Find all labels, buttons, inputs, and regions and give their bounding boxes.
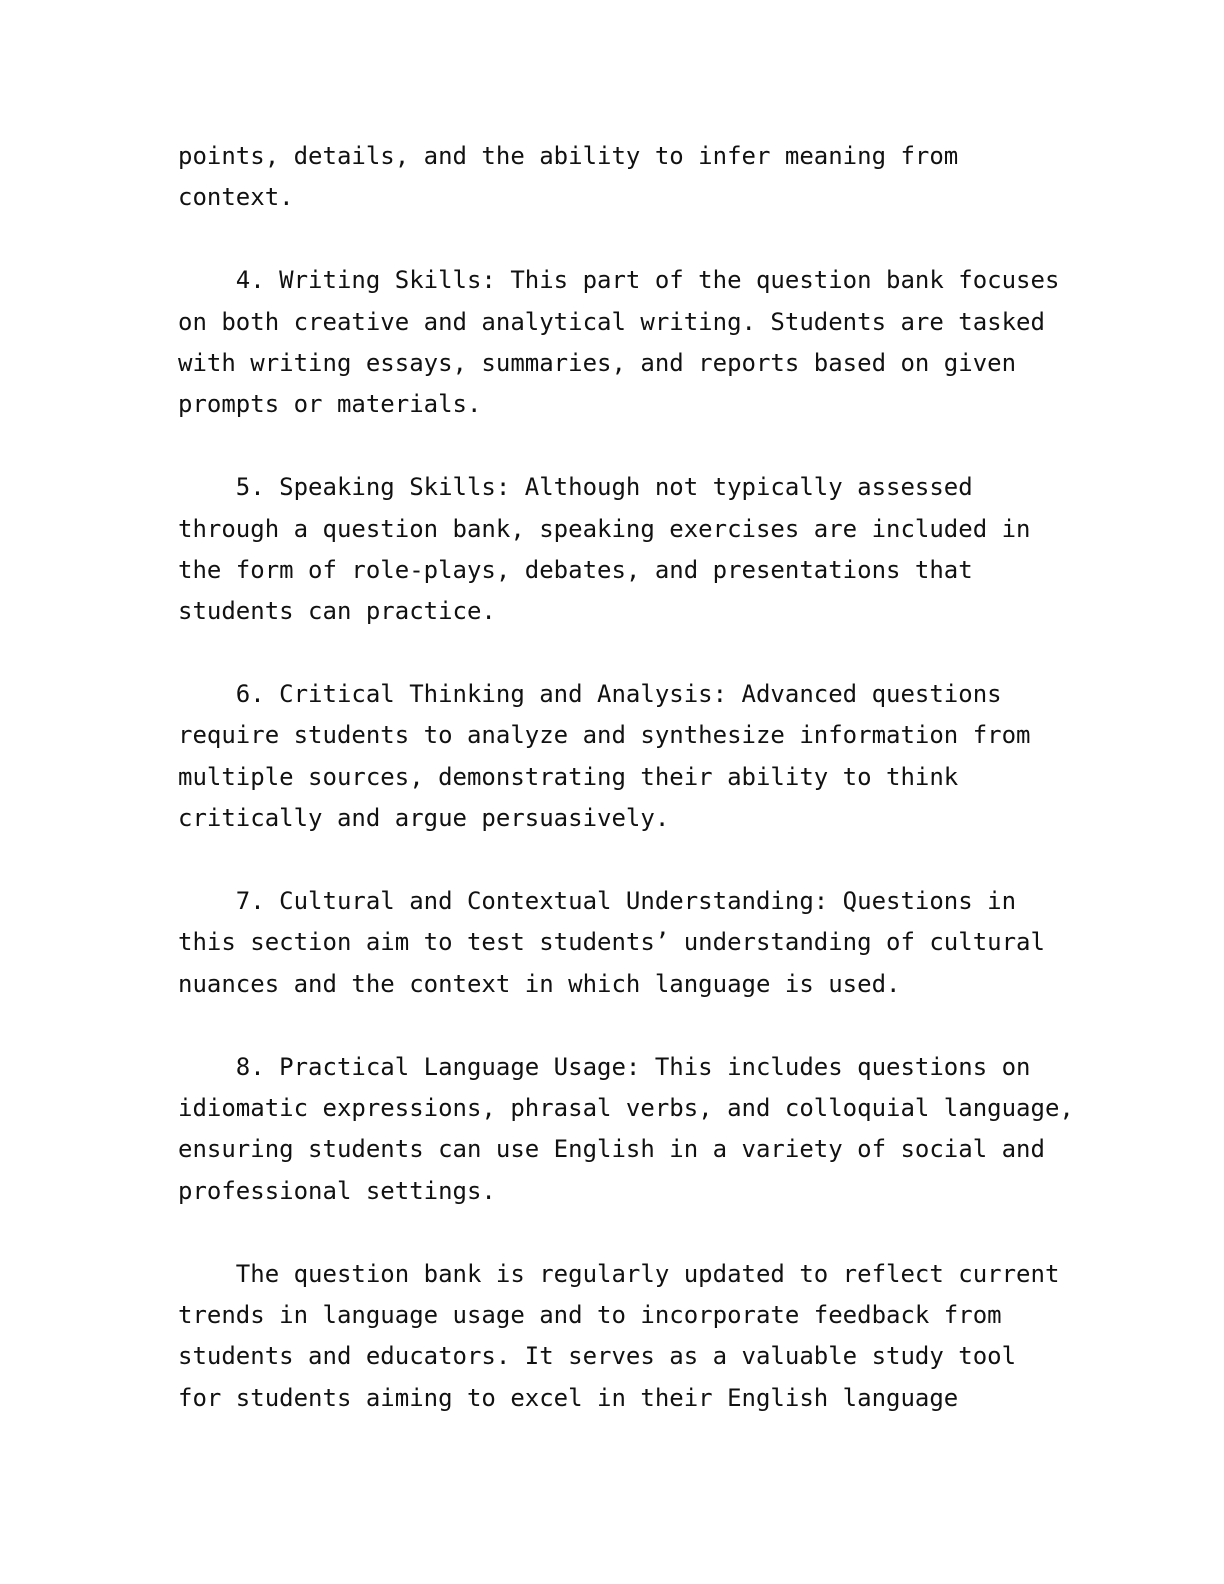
text-line: 8. Practical Language Usage: This includes questions on	[178, 1052, 1031, 1081]
text-line: professional settings.	[178, 1176, 496, 1205]
paragraph-critical-thinking	[178, 674, 1078, 840]
text-line: critically and argue persuasively.	[178, 804, 670, 833]
paragraph-spacer	[178, 426, 1078, 467]
paragraph-spacer	[178, 219, 1078, 260]
text-line: context.	[178, 183, 294, 212]
paragraph-writing-skills	[178, 260, 1078, 426]
text-line: nuances and the context in which language is used.	[178, 969, 901, 998]
text-line: for students aiming to excel in their English language	[178, 1383, 959, 1412]
paragraph-cultural-understanding	[178, 881, 1078, 1005]
text-line: students can practice.	[178, 597, 496, 626]
text-line: the form of role-plays, debates, and presentations that	[178, 555, 973, 584]
paragraph-spacer	[178, 840, 1078, 881]
text-line: 7. Cultural and Contextual Understanding: Questions in	[178, 887, 1017, 916]
text-line: students and educators. It serves as a valuable study tool	[178, 1342, 1017, 1371]
text-line: prompts or materials.	[178, 390, 482, 419]
text-line: require students to analyze and synthesize information from	[178, 721, 1031, 750]
text-line: ensuring students can use English in a variety of social and	[178, 1135, 1045, 1164]
paragraph-practical-usage	[178, 1047, 1078, 1213]
text-line: points, details, and the ability to infer meaning from	[178, 142, 959, 170]
document-page	[178, 136, 1078, 1419]
text-line: trends in language usage and to incorporate feedback from	[178, 1300, 1002, 1329]
paragraph-spacer	[178, 1212, 1078, 1253]
text-line: 6. Critical Thinking and Analysis: Advanced questions	[178, 680, 1002, 709]
text-line: The question bank is regularly updated to reflect current	[178, 1259, 1060, 1288]
text-line: 4. Writing Skills: This part of the question bank focuses	[178, 266, 1060, 295]
text-line: with writing essays, summaries, and reports based on given	[178, 348, 1017, 377]
text-line: on both creative and analytical writing. Students are tasked	[178, 307, 1045, 336]
text-line: through a question bank, speaking exercises are included in	[178, 514, 1031, 543]
text-line: this section aim to test students’ understanding of cultural	[178, 928, 1045, 957]
paragraph-continuation	[178, 136, 1078, 219]
text-line: 5. Speaking Skills: Although not typically assessed	[178, 473, 973, 502]
paragraph-speaking-skills	[178, 467, 1078, 633]
paragraph-question-bank-summary	[178, 1254, 1078, 1420]
paragraph-spacer	[178, 633, 1078, 674]
text-line: multiple sources, demonstrating their ability to think	[178, 762, 959, 791]
paragraph-spacer	[178, 1005, 1078, 1046]
text-line: idiomatic expressions, phrasal verbs, and colloquial language,	[178, 1093, 1074, 1122]
